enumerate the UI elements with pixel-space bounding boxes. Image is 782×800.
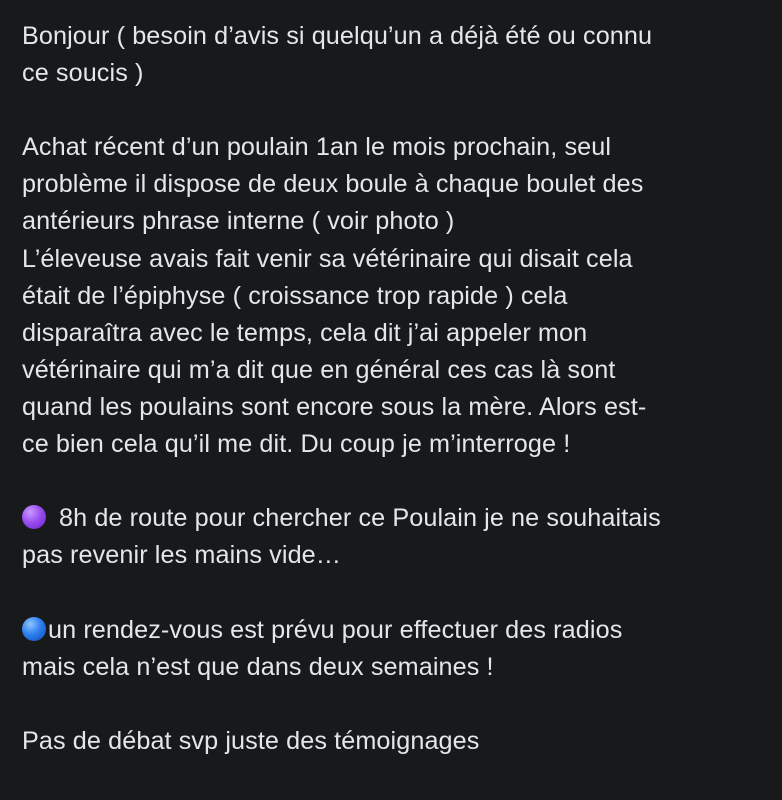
text-line: Achat récent d’un poulain 1an le mois prochain, seul	[22, 133, 612, 162]
text-line: antérieurs phrase interne ( voir photo )	[22, 207, 455, 236]
blue-circle-icon	[22, 617, 46, 641]
text-line: 8h de route pour chercher ce Poulain je ne souhaitais	[59, 504, 661, 533]
text-line: vétérinaire qui m’a dit que en général ces cas là sont	[22, 355, 616, 384]
paragraph-description	[22, 129, 772, 463]
text-line: pas revenir les mains vide…	[22, 541, 342, 570]
text-line-with-emoji	[22, 612, 772, 649]
text-line: Pas de débat svp juste des témoignages	[22, 726, 480, 755]
text-line: Bonjour ( besoin d’avis si quelqu’un a déjà été ou connu	[22, 22, 653, 50]
text-line: était de l’épiphyse ( croissance trop rapide ) cela	[22, 281, 568, 310]
text-line: L’éleveuse avais fait venir sa vétérinaire qui disait cela	[22, 244, 633, 273]
text-line: ce bien cela qu’il me dit. Du coup je m’interroge !	[22, 430, 571, 459]
paragraph-closing	[22, 723, 772, 760]
text-line: un rendez-vous est prévu pour effectuer des radios	[48, 615, 623, 644]
text-line: problème il dispose de deux boule à chaque boulet des	[22, 170, 644, 199]
text-line: ce soucis )	[22, 59, 144, 88]
paragraph-appointment	[22, 612, 772, 686]
text-line-with-emoji	[22, 500, 772, 537]
text-line: disparaîtra avec le temps, cela dit j’ai appeler mon	[22, 318, 588, 347]
paragraph-greeting	[22, 18, 772, 92]
text-line: quand les poulains sont encore sous la mère. Alors est-	[22, 392, 647, 421]
purple-circle-icon	[22, 505, 46, 529]
post-text	[22, 18, 772, 760]
paragraph-travel	[22, 500, 772, 574]
text-line: mais cela n’est que dans deux semaines !	[22, 652, 494, 681]
